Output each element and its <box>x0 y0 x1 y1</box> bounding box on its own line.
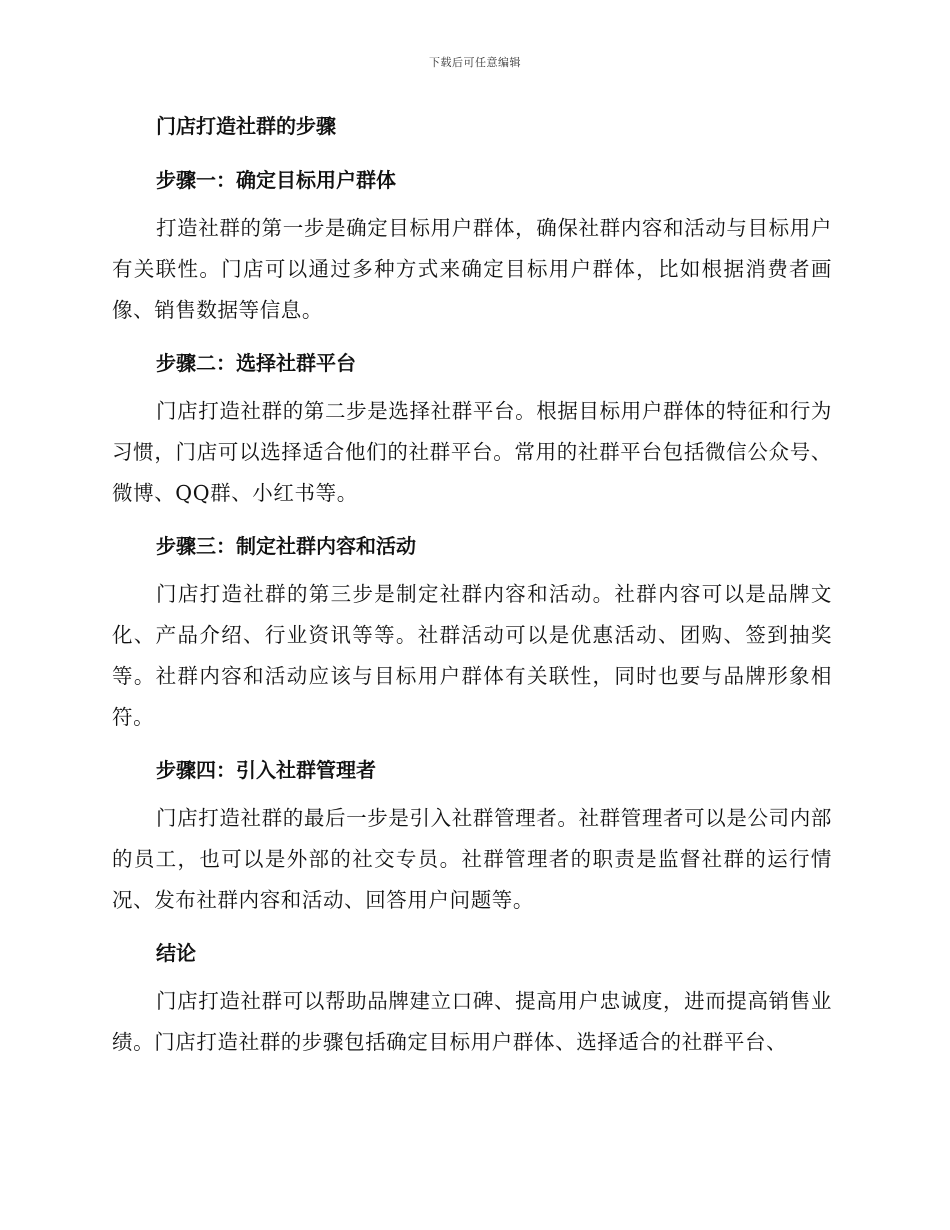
section-body-step-3: 门店打造社群的第三步是制定社群内容和活动。社群内容可以是品牌文化、产品介绍、行业资讯等等。社群活动可以是优惠活动、团购、签到抽奖等。社群内容和活动应该与目标用户群体有关联性，同时也要与品牌形象相符。 <box>112 582 832 729</box>
document-title: 门店打造社群的步骤 <box>156 114 336 138</box>
header-note: 下载后可任意编辑 <box>429 56 521 69</box>
section-heading-step-3: 步骤三：制定社群内容和活动 <box>156 534 416 558</box>
section-heading-conclusion: 结论 <box>156 941 196 965</box>
document-content <box>112 112 832 1081</box>
section-heading-step-2: 步骤二：选择社群平台 <box>156 351 356 375</box>
section-body-conclusion: 门店打造社群可以帮助品牌建立口碑、提高用户忠诚度，进而提高销售业绩。门店打造社群的步骤包括确定目标用户群体、选择适合的社群平台、 <box>112 989 832 1054</box>
section-body-step-1: 打造社群的第一步是确定目标用户群体，确保社群内容和活动与目标用户有关联性。门店可以通过多种方式来确定目标用户群体，比如根据消费者画像、销售数据等信息。 <box>112 216 832 322</box>
section-heading-step-4: 步骤四：引入社群管理者 <box>156 758 376 782</box>
section-body-step-4: 门店打造社群的最后一步是引入社群管理者。社群管理者可以是公司内部的员工，也可以是外部的社交专员。社群管理者的职责是监督社群的运行情况、发布社群内容和活动、回答用户问题等。 <box>112 806 832 912</box>
section-heading-step-1: 步骤一：确定目标用户群体 <box>156 168 396 192</box>
section-body-step-2: 门店打造社群的第二步是选择社群平台。根据目标用户群体的特征和行为习惯，门店可以选择适合他们的社群平台。常用的社群平台包括微信公众号、微博、QQ群、小红书等。 <box>112 399 832 505</box>
